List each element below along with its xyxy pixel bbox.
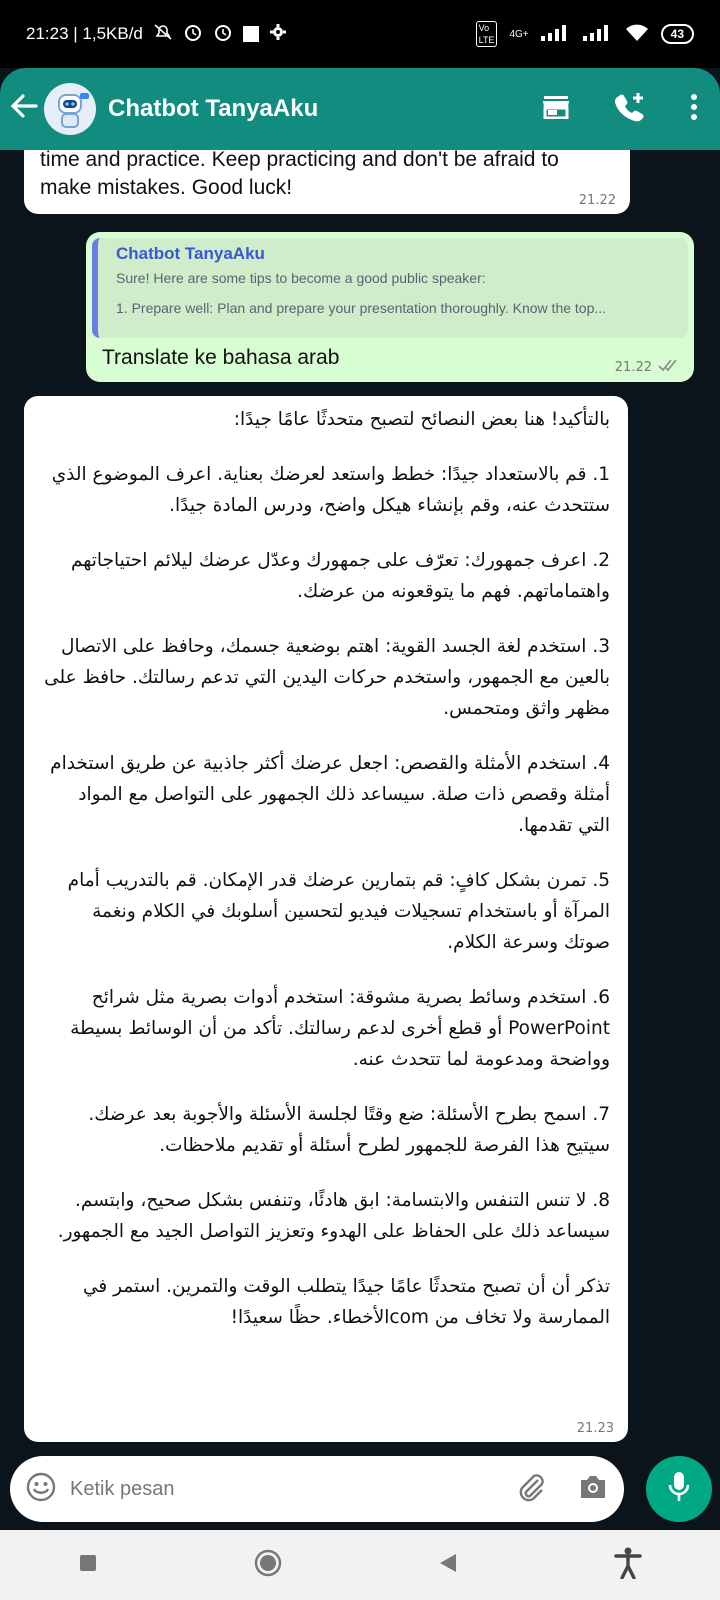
double-check-icon <box>658 358 680 376</box>
back-arrow-icon[interactable] <box>10 93 44 125</box>
composer <box>0 1452 720 1530</box>
paragraph-tip-7: 7. اسمح بطرح الأسئلة: ضع وقتًا لجلسة الأسئلة والأجوبة بعد عرضك. سيتيح هذا الفرصة للجمهور لطرح أسئلة أو تقديم ملاحظات. <box>88 1104 610 1156</box>
paragraph-tip-5: 5. تمرن بشكل كافٍ: قم بتمارين عرضك قدر الإمكان. قم بالتدريب أمام المرآة أو باستخدام تسجيلات فيديو لتحسين أسلوبك في الكلام ونغمة صوتك وسرعة الكلام. <box>67 870 610 953</box>
signal-icon-2 <box>583 25 613 44</box>
message-input[interactable] <box>10 1456 624 1522</box>
message-input-placeholder: Ketik pesan <box>70 1477 175 1500</box>
accessibility-icon[interactable] <box>614 1547 642 1583</box>
incoming-message[interactable] <box>24 150 630 214</box>
network-type: 4G+ <box>509 28 529 40</box>
chat-title[interactable]: Chatbot TanyaAku <box>108 95 319 122</box>
status-time: 21:23 | 1,5KB/d <box>26 24 143 43</box>
paragraph-tip-4: 4. استخدم الأمثلة والقصص: اجعل عرضك أكثر جاذبية عن طريق استخدام أمثلة وقصص ذات صلة. سيساعد ذلك الجمهور على التواصل مع المواد التي تقدمها. <box>50 753 610 836</box>
paragraph-tip-1: 1. قم بالاستعداد جيدًا: خطط واستعد لعرضك بعناية. اعرف الموضوع الذي ستتحدث عنه، وقم بإنشاء هيكل واضح، ودرس المادة جيدًا. <box>51 464 610 516</box>
chat-header <box>0 68 720 150</box>
home-button[interactable] <box>254 1549 282 1581</box>
emoji-icon[interactable] <box>26 1472 56 1506</box>
message-time: 21.23 <box>576 1421 614 1436</box>
microphone-icon <box>668 1471 690 1507</box>
battery-indicator: 43 <box>661 24 694 44</box>
back-button[interactable] <box>438 1552 458 1578</box>
mute-icon <box>153 23 173 46</box>
quoted-message[interactable] <box>92 238 688 338</box>
paragraph-intro: بالتأكيد! هنا بعض النصائح لتصبح متحدثًا عامًا جيدًا: <box>233 409 610 430</box>
avatar[interactable] <box>44 83 96 135</box>
more-options-icon[interactable] <box>690 94 698 124</box>
voice-record-button[interactable] <box>646 1456 712 1522</box>
incoming-message[interactable] <box>24 396 628 1442</box>
alarm-icon-2 <box>213 22 233 47</box>
chat-area[interactable] <box>0 150 720 1452</box>
volte-icon: Vo LTE <box>476 21 498 47</box>
outgoing-message[interactable] <box>86 232 694 382</box>
signal-icon <box>541 25 571 44</box>
system-navigation-bar <box>0 1530 720 1600</box>
quoted-author: Chatbot TanyaAku <box>116 244 265 263</box>
paragraph-tip-3: 3. استخدم لغة الجسد القوية: اهتم بوضعية جسمك، وحافظ على الاتصال بالعين مع الجمهور، واستخدم حركات اليدين التي تدعم رسالتك. حافظ على مظهر واثق ومتحمس. <box>44 636 610 719</box>
paragraph-closing: تذكر أن أن تصبح متحدثًا عامًا جيدًا يتطلب الوقت والتمرين. استمر في الممارسة ولا تخاف من comالأخطاء. حظًا سعيدًا! <box>83 1276 610 1328</box>
settings-gear-icon <box>269 23 287 46</box>
alarm-icon <box>183 22 203 47</box>
status-bar <box>0 0 720 68</box>
recent-apps-button[interactable] <box>78 1553 98 1577</box>
paragraph-tip-8: 8. لا تنس التنفس والابتسامة: ابق هادئًا، وتنفس بشكل صحيح، وابتسم. سيساعد ذلك على الحفاظ على الهدوء وتعزيز التواصل الجيد مع الجمهور. <box>57 1190 610 1242</box>
quoted-text-line-1: Sure! Here are some tips to become a good public speaker: <box>116 270 486 286</box>
message-time <box>615 358 680 376</box>
message-time: 21.22 <box>578 193 616 208</box>
paragraph-tip-2: 2. اعرف جمهورك: تعرّف على جمهورك وعدّل عرضك ليلائم احتياجاتهم واهتماماتهم. فهم ما يتوقعونه من عرضك. <box>70 550 610 602</box>
camera-icon[interactable] <box>578 1474 608 1504</box>
shop-icon[interactable] <box>542 95 570 123</box>
add-call-icon[interactable] <box>614 92 646 126</box>
attachment-icon[interactable] <box>516 1472 546 1506</box>
quoted-text-line-2: 1. Prepare well: Plan and prepare your presentation thoroughly. Know the top... <box>116 300 607 316</box>
notification-square-icon <box>243 26 259 42</box>
message-text: time and practice. Keep practicing and don't be afraid to make mistakes. Good luck! <box>40 150 559 199</box>
message-text: Translate ke bahasa arab <box>102 346 340 369</box>
message-text-arabic <box>42 404 610 1333</box>
paragraph-tip-6: 6. استخدم وسائط بصرية مشوقة: استخدم أدوات بصرية مثل شرائح PowerPoint أو قطع أخرى لدعم رسالتك. تأكد من أن الوسائط بسيطة وواضحة ومدعومة لما تتحدث عنه. <box>70 987 610 1070</box>
time-text: 21.22 <box>614 359 652 375</box>
wifi-icon <box>625 24 649 45</box>
